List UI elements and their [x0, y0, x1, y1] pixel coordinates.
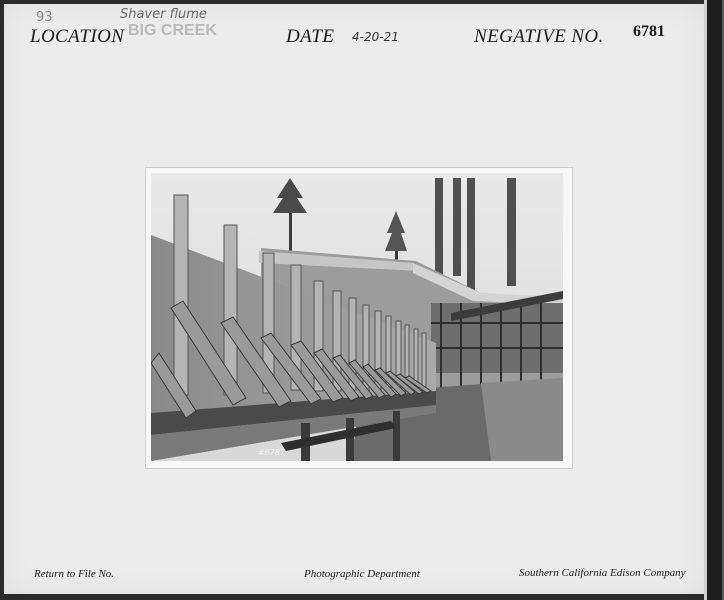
return-to-file-label: Return to File No.	[34, 568, 115, 580]
department-label: Photographic Department	[304, 568, 420, 580]
date-value: 4-20-21	[352, 30, 399, 44]
photo-caption-number: #6781	[258, 448, 286, 457]
flume-photograph	[151, 173, 563, 461]
negative-number: 6781	[633, 23, 665, 40]
location-stamp: BIG CREEK	[128, 22, 217, 39]
location-label: LOCATION	[30, 26, 125, 47]
date-label: DATE	[286, 26, 335, 47]
flume-scene	[151, 173, 563, 461]
location-note: Shaver flume	[120, 7, 207, 22]
record-number: 93	[36, 10, 53, 25]
negative-label: NEGATIVE NO.	[474, 26, 604, 47]
company-label: Southern California Edison Company	[519, 567, 686, 579]
scan-edge	[704, 0, 724, 600]
